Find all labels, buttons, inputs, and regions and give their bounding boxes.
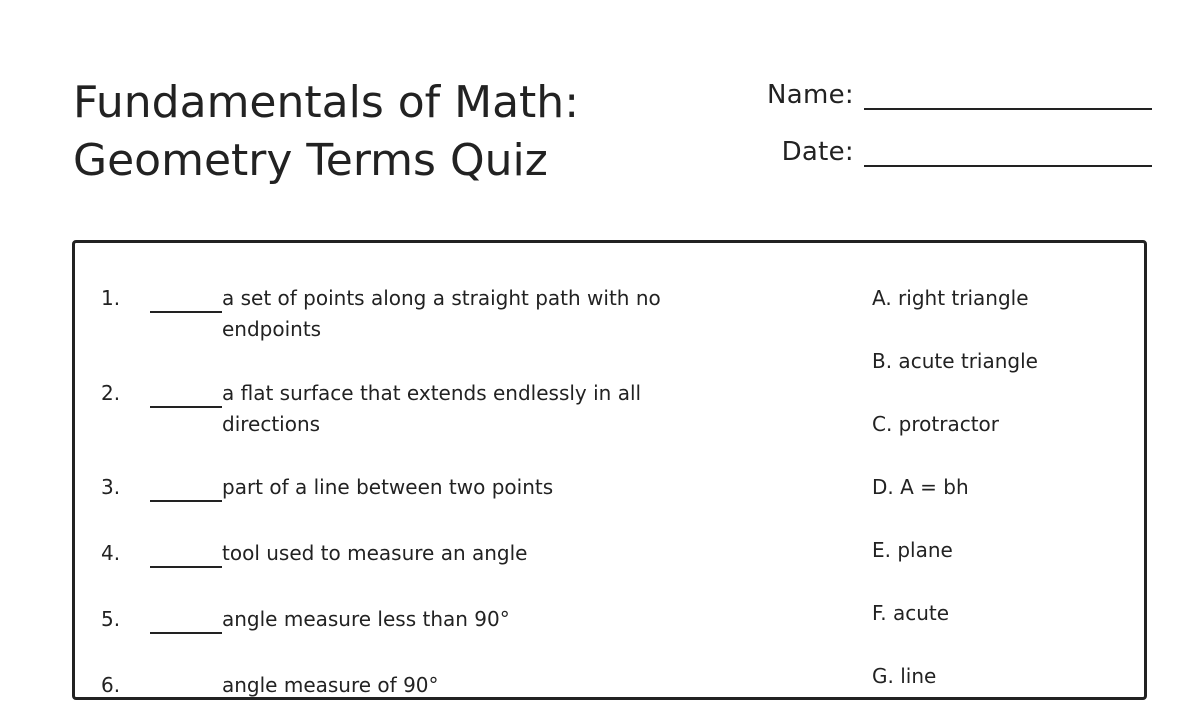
answer-option-c: C. protractor [872,412,1000,436]
date-field [782,137,1152,167]
date-blank-line[interactable] [864,165,1152,167]
question-text: a flat surface that extends endlessly in all directions [222,381,642,436]
question-text: angle measure of 90° [222,673,439,697]
question-number: 3. [101,475,121,499]
answer-blank[interactable] [150,283,222,313]
answer-blank[interactable] [150,472,222,502]
name-blank-line[interactable] [864,108,1152,110]
question-text: tool used to measure an angle [222,541,528,565]
answer-option-b: B. acute triangle [872,349,1038,373]
question-item-4 [101,538,661,569]
answer-option-f: F. acute [872,601,950,625]
answer-option-d: D. A = bh [872,475,969,499]
question-number: 6. [101,673,121,697]
title-line-1: Fundamentals of Math: [73,77,580,128]
question-text: angle measure less than 90° [222,607,510,631]
answer-option-a: A. right triangle [872,286,1029,310]
question-item-2 [101,378,661,440]
date-label: Date: [781,137,854,167]
name-field [767,80,1152,110]
answer-option-g: G. line [872,664,937,688]
answer-blank[interactable] [150,378,222,408]
quiz-box [72,240,1147,700]
answer-blank[interactable] [150,604,222,634]
page-title [73,74,579,190]
question-number: 1. [101,286,121,310]
question-item-3 [101,472,661,503]
answer-blank[interactable] [150,670,222,700]
question-item-5 [101,604,661,635]
answer-option-e: E. plane [872,538,953,562]
title-line-2: Geometry Terms Quiz [73,135,548,186]
question-number: 2. [101,381,121,405]
question-number: 5. [101,607,121,631]
question-text: a set of points along a straight path with no endpoints [222,286,661,341]
name-label: Name: [767,80,854,110]
question-text: part of a line between two points [222,475,554,499]
question-number: 4. [101,541,121,565]
question-item-1 [101,283,661,345]
answer-blank[interactable] [150,538,222,568]
question-item-6 [101,670,661,701]
